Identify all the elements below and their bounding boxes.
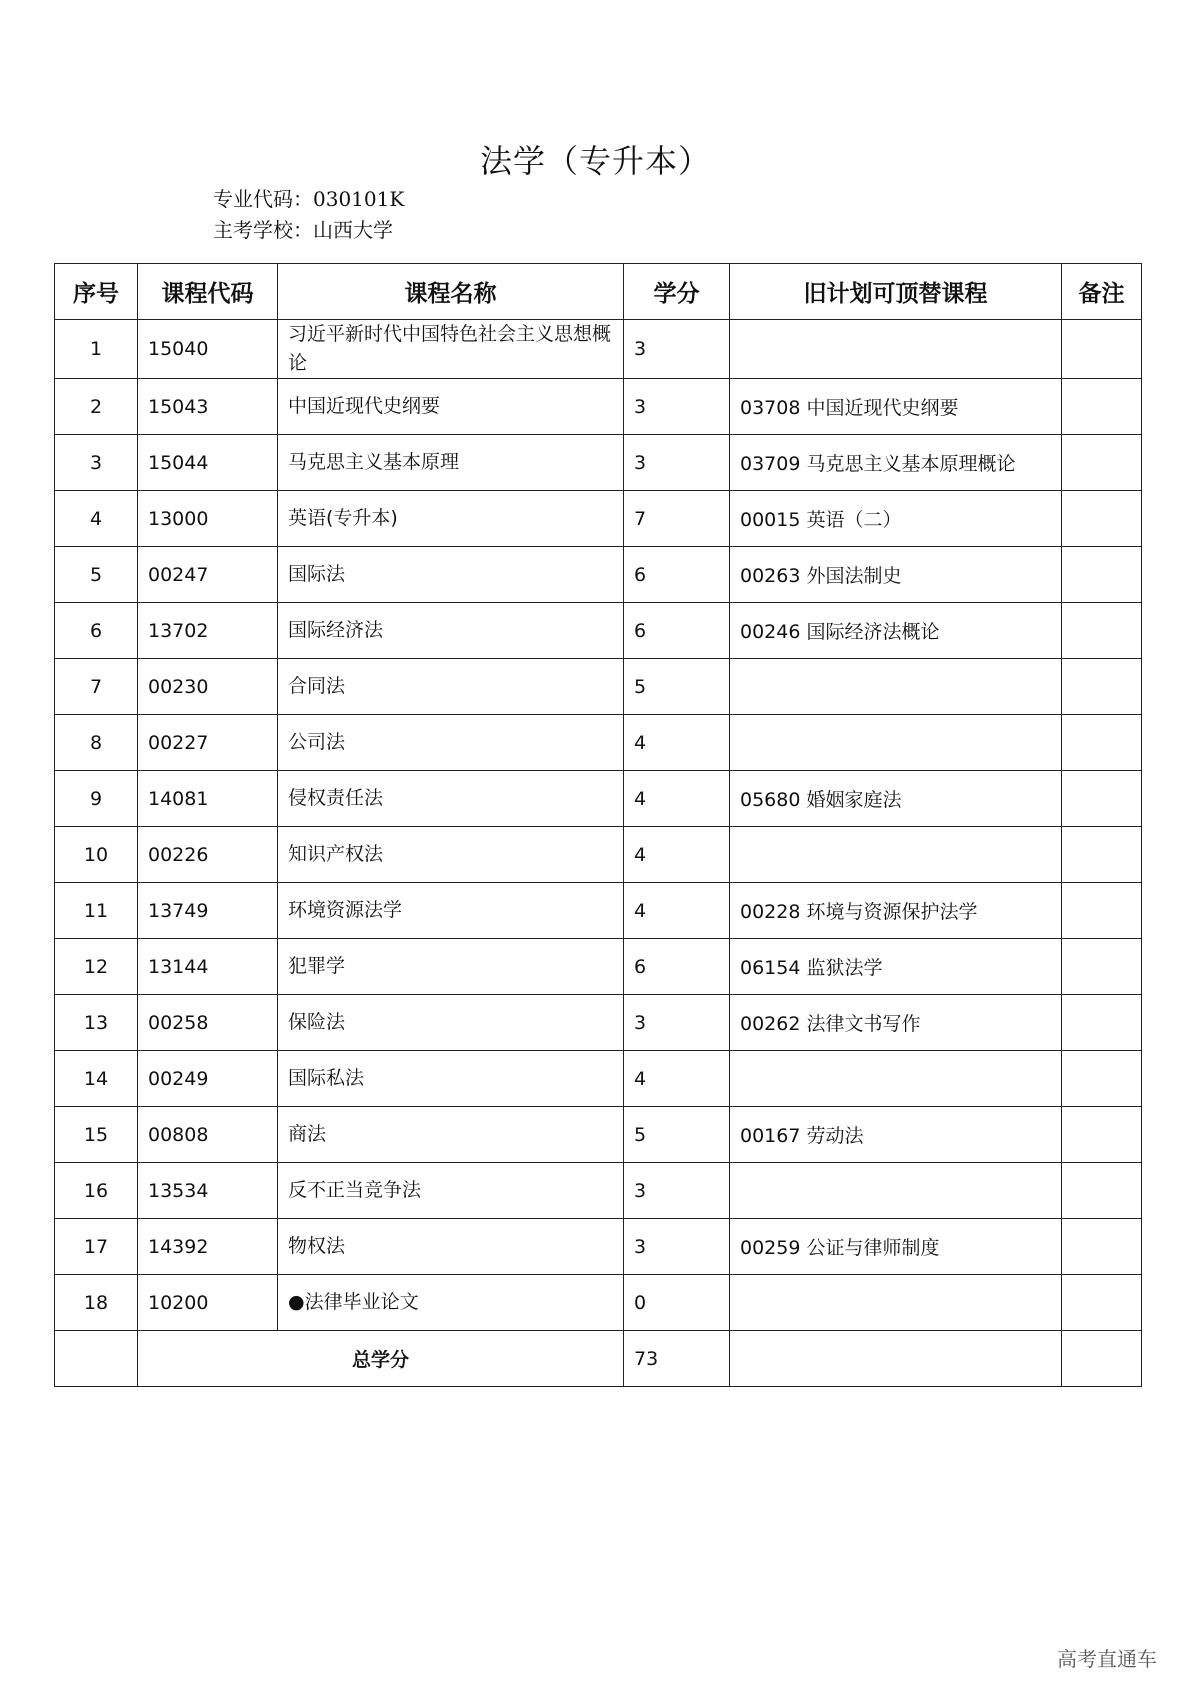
watermark: 高考直通车 [1057, 1647, 1157, 1671]
cell-credit: 3 [624, 379, 730, 435]
cell-note [1062, 1163, 1142, 1219]
cell-course-name: 知识产权法 [278, 827, 624, 883]
course-table [54, 263, 1142, 1387]
cell-old-plan-course: 00262 法律文书写作 [730, 995, 1062, 1051]
table-row [55, 320, 1142, 379]
cell-course-name: ●法律毕业论文 [278, 1275, 624, 1331]
cell-credit: 0 [624, 1275, 730, 1331]
header-seq: 序号 [55, 264, 138, 320]
table-row [55, 995, 1142, 1051]
total-note-cell [1062, 1331, 1142, 1387]
cell-course-name: 国际法 [278, 547, 624, 603]
cell-course-code: 00227 [138, 715, 278, 771]
cell-old-plan-course [730, 659, 1062, 715]
cell-note [1062, 1219, 1142, 1275]
cell-course-code: 15044 [138, 435, 278, 491]
table-row [55, 379, 1142, 435]
cell-course-code: 14081 [138, 771, 278, 827]
cell-seq: 16 [55, 1163, 138, 1219]
cell-course-name: 物权法 [278, 1219, 624, 1275]
cell-course-code: 00226 [138, 827, 278, 883]
cell-course-code: 00258 [138, 995, 278, 1051]
cell-note [1062, 603, 1142, 659]
cell-old-plan-course [730, 715, 1062, 771]
cell-note [1062, 491, 1142, 547]
cell-seq: 6 [55, 603, 138, 659]
cell-credit: 4 [624, 1051, 730, 1107]
cell-credit: 3 [624, 320, 730, 379]
table-row [55, 1163, 1142, 1219]
cell-course-code: 13749 [138, 883, 278, 939]
cell-credit: 4 [624, 715, 730, 771]
cell-old-plan-course: 00228 环境与资源保护法学 [730, 883, 1062, 939]
total-old-cell [730, 1331, 1062, 1387]
cell-note [1062, 715, 1142, 771]
cell-old-plan-course: 00259 公证与律师制度 [730, 1219, 1062, 1275]
cell-seq: 8 [55, 715, 138, 771]
cell-course-code: 00808 [138, 1107, 278, 1163]
cell-old-plan-course: 05680 婚姻家庭法 [730, 771, 1062, 827]
table-header-row [55, 264, 1142, 320]
cell-course-name: 保险法 [278, 995, 624, 1051]
table-row [55, 1275, 1142, 1331]
cell-note [1062, 320, 1142, 379]
table-row [55, 1107, 1142, 1163]
cell-course-code: 15043 [138, 379, 278, 435]
total-empty-cell [55, 1331, 138, 1387]
table-row [55, 939, 1142, 995]
cell-old-plan-course: 03709 马克思主义基本原理概论 [730, 435, 1062, 491]
cell-note [1062, 827, 1142, 883]
cell-credit: 5 [624, 1107, 730, 1163]
cell-course-code: 13702 [138, 603, 278, 659]
table-row [55, 827, 1142, 883]
cell-credit: 3 [624, 995, 730, 1051]
cell-credit: 5 [624, 659, 730, 715]
page-title: 法学（专升本） [479, 142, 711, 180]
total-label: 总学分 [138, 1331, 624, 1387]
cell-old-plan-course: 03708 中国近现代史纲要 [730, 379, 1062, 435]
cell-note [1062, 435, 1142, 491]
cell-credit: 4 [624, 827, 730, 883]
table-row [55, 435, 1142, 491]
cell-credit: 3 [624, 1163, 730, 1219]
cell-seq: 14 [55, 1051, 138, 1107]
major-code: 专业代码：030101K [213, 187, 405, 211]
cell-course-name: 合同法 [278, 659, 624, 715]
cell-credit: 6 [624, 603, 730, 659]
cell-course-name: 公司法 [278, 715, 624, 771]
cell-seq: 11 [55, 883, 138, 939]
cell-course-name: 国际经济法 [278, 603, 624, 659]
cell-old-plan-course [730, 1051, 1062, 1107]
cell-old-plan-course [730, 827, 1062, 883]
cell-credit: 6 [624, 939, 730, 995]
cell-credit: 3 [624, 1219, 730, 1275]
table-body [55, 320, 1142, 1331]
cell-credit: 6 [624, 547, 730, 603]
exam-school: 主考学校：山西大学 [213, 218, 393, 242]
cell-course-code: 10200 [138, 1275, 278, 1331]
table-row [55, 659, 1142, 715]
header-credit: 学分 [624, 264, 730, 320]
cell-seq: 17 [55, 1219, 138, 1275]
table-row [55, 883, 1142, 939]
cell-course-name: 英语(专升本) [278, 491, 624, 547]
cell-seq: 1 [55, 320, 138, 379]
cell-note [1062, 939, 1142, 995]
header-course-code: 课程代码 [138, 264, 278, 320]
cell-seq: 2 [55, 379, 138, 435]
cell-course-name: 反不正当竞争法 [278, 1163, 624, 1219]
cell-seq: 13 [55, 995, 138, 1051]
table-row [55, 1219, 1142, 1275]
cell-old-plan-course: 00263 外国法制史 [730, 547, 1062, 603]
cell-course-code: 00249 [138, 1051, 278, 1107]
table-row [55, 771, 1142, 827]
header-old-plan-course: 旧计划可顶替课程 [730, 264, 1062, 320]
cell-seq: 9 [55, 771, 138, 827]
cell-seq: 5 [55, 547, 138, 603]
cell-course-name: 中国近现代史纲要 [278, 379, 624, 435]
cell-note [1062, 1107, 1142, 1163]
cell-course-code: 13144 [138, 939, 278, 995]
cell-seq: 18 [55, 1275, 138, 1331]
cell-seq: 3 [55, 435, 138, 491]
cell-note [1062, 1051, 1142, 1107]
header-course-name: 课程名称 [278, 264, 624, 320]
cell-course-name: 习近平新时代中国特色社会主义思想概论 [278, 320, 624, 379]
cell-course-code: 13534 [138, 1163, 278, 1219]
cell-credit: 4 [624, 771, 730, 827]
cell-course-code: 15040 [138, 320, 278, 379]
cell-course-name: 商法 [278, 1107, 624, 1163]
cell-note [1062, 883, 1142, 939]
header-note: 备注 [1062, 264, 1142, 320]
cell-course-name: 国际私法 [278, 1051, 624, 1107]
cell-old-plan-course: 00015 英语（二） [730, 491, 1062, 547]
cell-seq: 7 [55, 659, 138, 715]
cell-old-plan-course [730, 1163, 1062, 1219]
cell-seq: 12 [55, 939, 138, 995]
total-credit: 73 [624, 1331, 730, 1387]
cell-note [1062, 995, 1142, 1051]
cell-note [1062, 1275, 1142, 1331]
table-row [55, 491, 1142, 547]
cell-old-plan-course [730, 320, 1062, 379]
cell-old-plan-course: 06154 监狱法学 [730, 939, 1062, 995]
cell-credit: 4 [624, 883, 730, 939]
cell-note [1062, 659, 1142, 715]
cell-course-code: 00230 [138, 659, 278, 715]
cell-credit: 3 [624, 435, 730, 491]
cell-old-plan-course: 00246 国际经济法概论 [730, 603, 1062, 659]
cell-old-plan-course: 00167 劳动法 [730, 1107, 1062, 1163]
total-row [55, 1331, 1142, 1387]
cell-seq: 4 [55, 491, 138, 547]
cell-course-code: 00247 [138, 547, 278, 603]
cell-course-code: 14392 [138, 1219, 278, 1275]
cell-course-name: 环境资源法学 [278, 883, 624, 939]
table-row [55, 547, 1142, 603]
cell-course-name: 犯罪学 [278, 939, 624, 995]
cell-old-plan-course [730, 1275, 1062, 1331]
cell-credit: 7 [624, 491, 730, 547]
cell-seq: 15 [55, 1107, 138, 1163]
cell-seq: 10 [55, 827, 138, 883]
table-row [55, 715, 1142, 771]
cell-note [1062, 771, 1142, 827]
cell-course-name: 马克思主义基本原理 [278, 435, 624, 491]
cell-note [1062, 547, 1142, 603]
table-row [55, 1051, 1142, 1107]
cell-note [1062, 379, 1142, 435]
cell-course-name: 侵权责任法 [278, 771, 624, 827]
table-row [55, 603, 1142, 659]
cell-course-code: 13000 [138, 491, 278, 547]
